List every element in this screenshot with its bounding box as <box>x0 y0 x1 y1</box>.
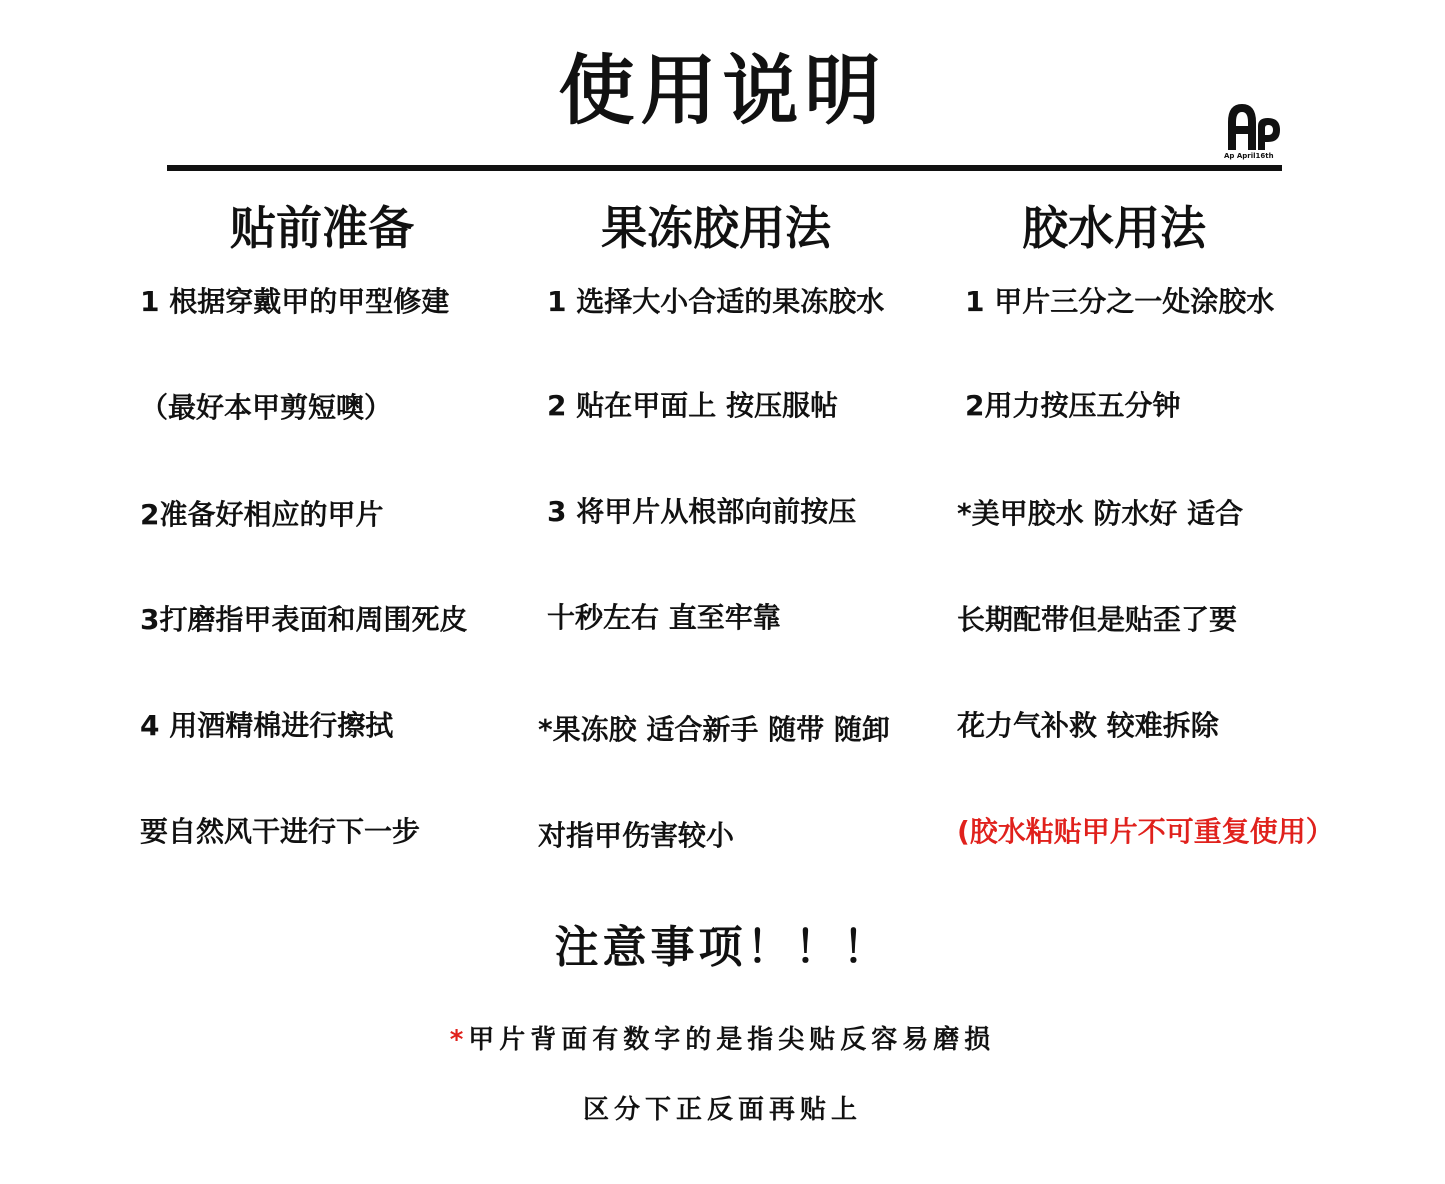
note-star: * <box>449 1025 469 1055</box>
list-item: （最好本甲剪短噢） <box>140 391 393 424</box>
list-item: 要自然风干进行下一步 <box>140 815 421 848</box>
logo-caption: Ap April16th <box>1224 152 1274 160</box>
note-text: 甲片背面有数字的是指尖贴反容易磨损 <box>468 1025 996 1055</box>
heading-preparation: 贴前准备 <box>230 201 414 255</box>
heading-liquid-glue: 胶水用法 <box>1022 201 1206 255</box>
brand-logo <box>1224 100 1284 162</box>
list-item: 2用力按压五分钟 <box>965 389 1181 422</box>
note-item <box>0 1090 1445 1130</box>
list-item: 花力气补救 较难拆除 <box>957 709 1219 742</box>
note-text: 区分下正反面再贴上 <box>582 1095 862 1125</box>
list-item: 长期配带但是贴歪了要 <box>957 603 1238 636</box>
list-item: 2准备好相应的甲片 <box>140 498 384 531</box>
list-item: 对指甲伤害较小 <box>538 819 735 852</box>
list-item: 十秒左右 直至牢靠 <box>547 601 781 634</box>
list-item: *果冻胶 适合新手 随带 随卸 <box>538 713 890 746</box>
list-item: 1 选择大小合适的果冻胶水 <box>547 285 885 318</box>
list-item: 1 甲片三分之一处涂胶水 <box>965 285 1275 318</box>
list-item: 1 根据穿戴甲的甲型修建 <box>140 285 450 318</box>
note-item <box>0 1020 1445 1060</box>
list-item: 3 将甲片从根部向前按压 <box>547 495 857 528</box>
list-item: *美甲胶水 防水好 适合 <box>957 497 1244 530</box>
list-item: 4 用酒精棉进行擦拭 <box>140 709 394 742</box>
list-item: 2 贴在甲面上 按压服帖 <box>547 389 838 422</box>
warning-note: (胶水粘贴甲片不可重复使用） <box>957 815 1334 848</box>
heading-jelly-glue: 果冻胶用法 <box>601 201 831 255</box>
notes-title: 注意事项！！！ <box>554 922 891 973</box>
page-title: 使用说明 <box>558 46 887 135</box>
title-divider <box>167 165 1282 171</box>
list-item: 3打磨指甲表面和周围死皮 <box>140 603 468 636</box>
ap-logo-icon <box>1224 100 1284 152</box>
